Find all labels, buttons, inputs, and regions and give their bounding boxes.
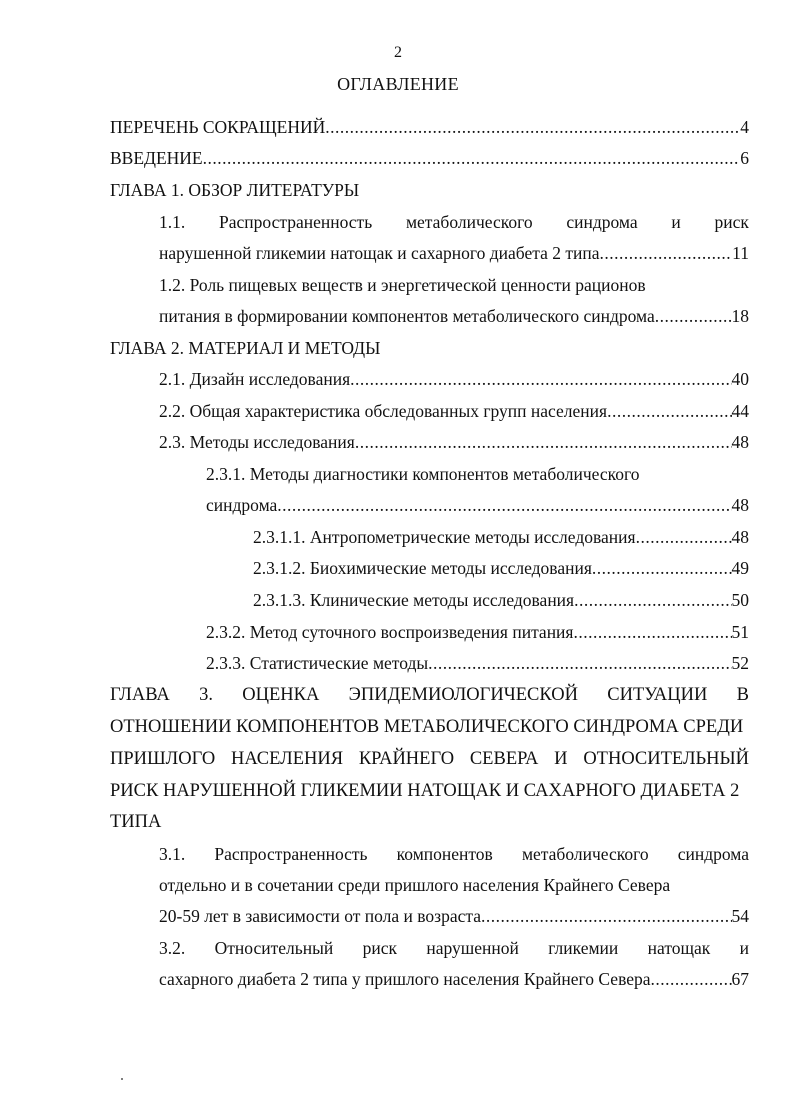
toc-entry-text: 2.3. Методы исследования	[159, 432, 355, 452]
toc-page-number: 4	[740, 117, 749, 137]
page-title: ОГЛАВЛЕНИЕ	[337, 74, 459, 94]
toc-entry-text: 20-59 лет в зависимости от пола и возраста	[159, 906, 481, 926]
toc-page-number: 48	[731, 527, 749, 547]
toc-entry-2-3-1-3[interactable]	[253, 589, 749, 611]
toc-word: риск	[362, 938, 397, 958]
toc-word: КРАЙНЕГО	[358, 749, 455, 769]
toc-entry-text: 2.3.3. Статистические методы	[206, 653, 429, 673]
toc-entry-3-2-line1[interactable]	[159, 937, 749, 959]
toc-entry-text: 2.2. Общая характеристика обследованных групп населения	[159, 401, 608, 421]
toc-entry-text: 2.3.1.2. Биохимические методы исследования	[253, 558, 592, 578]
toc-page-number: 51	[731, 622, 749, 642]
toc-word: ГЛАВА	[110, 685, 170, 705]
toc-word: ОТНОСИТЕЛЬНЫЙ	[583, 749, 749, 769]
toc-word: гликемии	[548, 938, 619, 958]
toc-entry-text: 2.3.1.1. Антропометрические методы исследования	[253, 527, 636, 547]
toc-entry-2-3-3[interactable]	[206, 652, 749, 674]
toc-chapter-3-heading-line2[interactable]: ОТНОШЕНИИ КОМПОНЕНТОВ МЕТАБОЛИЧЕСКОГО СИНДРОМА СРЕДИ	[110, 717, 744, 737]
toc-word: ОЦЕНКА	[242, 685, 320, 705]
toc-word: компонентов	[396, 844, 493, 864]
toc-entry-2-3-2[interactable]	[206, 621, 749, 643]
leader-dots	[203, 147, 741, 169]
toc-page-number: 11	[732, 243, 749, 263]
page-number: 2	[394, 44, 402, 61]
leader-dots	[592, 557, 732, 579]
toc-entry-text: ПЕРЕЧЕНЬ СОКРАЩЕНИЙ	[110, 117, 326, 137]
toc-entry-text: питания в формировании компонентов метаболического синдрома	[159, 306, 655, 326]
toc-word: Относительный	[214, 938, 334, 958]
leader-dots	[607, 400, 731, 422]
leader-dots	[481, 905, 732, 927]
toc-word: нарушенной	[426, 938, 519, 958]
toc-chapter-3-heading-line1[interactable]	[110, 684, 749, 706]
toc-word: синдрома	[677, 844, 749, 864]
leader-dots	[636, 526, 732, 548]
toc-word: и	[671, 212, 681, 232]
leader-dots	[325, 116, 740, 138]
toc-entry-text: синдрома	[206, 495, 278, 515]
toc-entry-2-3[interactable]	[159, 431, 749, 453]
toc-chapter-1-heading[interactable]: ГЛАВА 1. ОБЗОР ЛИТЕРАТУРЫ	[110, 180, 360, 200]
toc-word: НАСЕЛЕНИЯ	[230, 749, 344, 769]
toc-word: В	[736, 685, 749, 705]
toc-entry-text: 2.1. Дизайн исследования	[159, 369, 351, 389]
toc-word: И	[554, 749, 568, 769]
toc-chapter-3-heading-line5[interactable]: ТИПА	[110, 812, 162, 832]
toc-entry-2-3-1-line2[interactable]	[206, 494, 749, 516]
toc-entry-text: сахарного диабета 2 типа у пришлого населения Крайнего Севера	[159, 969, 651, 989]
toc-entry-3-1-line1[interactable]	[159, 843, 749, 865]
leader-dots	[350, 368, 731, 390]
toc-word: Распространенность	[219, 212, 373, 232]
toc-entry-3-1-line2[interactable]: отдельно и в сочетании среди пришлого населения Крайнего Севера	[159, 875, 671, 895]
toc-page-number: 52	[731, 653, 749, 673]
toc-word: 3.	[199, 685, 213, 705]
toc-entry-3-2-line2[interactable]	[159, 968, 749, 990]
leader-dots	[600, 242, 733, 264]
toc-word: метаболического	[405, 212, 533, 232]
toc-entry-2-3-1-2[interactable]	[253, 557, 749, 579]
toc-entry-text: ВВЕДЕНИЕ	[110, 148, 203, 168]
toc-page-number: 48	[731, 432, 749, 452]
toc-entry-introduction[interactable]	[110, 147, 749, 169]
toc-page-number: 6	[740, 148, 749, 168]
toc-page-number: 40	[731, 369, 749, 389]
toc-word: ПРИШЛОГО	[110, 749, 216, 769]
toc-page-number: 54	[731, 906, 749, 926]
toc-word: синдрома	[566, 212, 638, 232]
toc-chapter-3-heading-line4[interactable]: РИСК НАРУШЕННОЙ ГЛИКЕМИИ НАТОЩАК И САХАРНОГО ДИАБЕТА 2	[110, 781, 740, 801]
toc-page-number: 48	[731, 495, 749, 515]
toc-entry-text: нарушенной гликемии натощак и сахарного диабета 2 типа	[159, 243, 600, 263]
toc-entry-1-1-line1[interactable]	[159, 211, 749, 233]
leader-dots	[573, 621, 731, 643]
toc-word: натощак	[647, 938, 711, 958]
leader-dots	[428, 652, 731, 674]
toc-word: Распространенность	[214, 844, 368, 864]
toc-word: ЭПИДЕМИОЛОГИЧЕСКОЙ	[348, 685, 578, 705]
toc-word: метаболического	[521, 844, 649, 864]
toc-page-number: 49	[731, 558, 749, 578]
toc-entry-text: 2.3.1.3. Клинические методы исследования	[253, 590, 575, 610]
toc-chapter-3-heading-line3[interactable]	[110, 748, 749, 770]
toc-entry-1-1-line2[interactable]	[159, 242, 749, 264]
toc-word: риск	[714, 212, 749, 232]
toc-entry-2-3-1-1[interactable]	[253, 526, 749, 548]
leader-dots	[355, 431, 732, 453]
leader-dots	[277, 494, 731, 516]
leader-dots	[651, 968, 732, 990]
toc-word: 3.1.	[159, 844, 186, 864]
scan-speck	[121, 1078, 123, 1080]
toc-entry-1-2-line1[interactable]: 1.2. Роль пищевых веществ и энергетической ценности рационов	[159, 275, 646, 295]
leader-dots	[655, 305, 732, 327]
toc-entry-2-3-1-line1[interactable]: 2.3.1. Методы диагностики компонентов метаболического	[206, 464, 640, 484]
toc-entry-3-1-line3[interactable]	[159, 905, 749, 927]
toc-entry-2-1[interactable]	[159, 368, 749, 390]
toc-page-number: 67	[731, 969, 749, 989]
toc-entry-abbreviations[interactable]	[110, 116, 749, 138]
toc-page-number: 44	[731, 401, 749, 421]
toc-entry-text: 2.3.2. Метод суточного воспроизведения питания	[206, 622, 574, 642]
toc-word: СИТУАЦИИ	[607, 685, 708, 705]
toc-word: 1.1.	[159, 212, 186, 232]
toc-word: и	[739, 938, 749, 958]
leader-dots	[574, 589, 731, 611]
toc-word: 3.2.	[159, 938, 186, 958]
toc-chapter-2-heading[interactable]: ГЛАВА 2. МАТЕРИАЛ И МЕТОДЫ	[110, 338, 381, 358]
toc-word: СЕВЕРА	[469, 749, 539, 769]
toc-entry-1-2-line2[interactable]	[159, 305, 749, 327]
toc-entry-2-2[interactable]	[159, 400, 749, 422]
toc-page-number: 18	[731, 306, 749, 326]
toc-page-number: 50	[731, 590, 749, 610]
